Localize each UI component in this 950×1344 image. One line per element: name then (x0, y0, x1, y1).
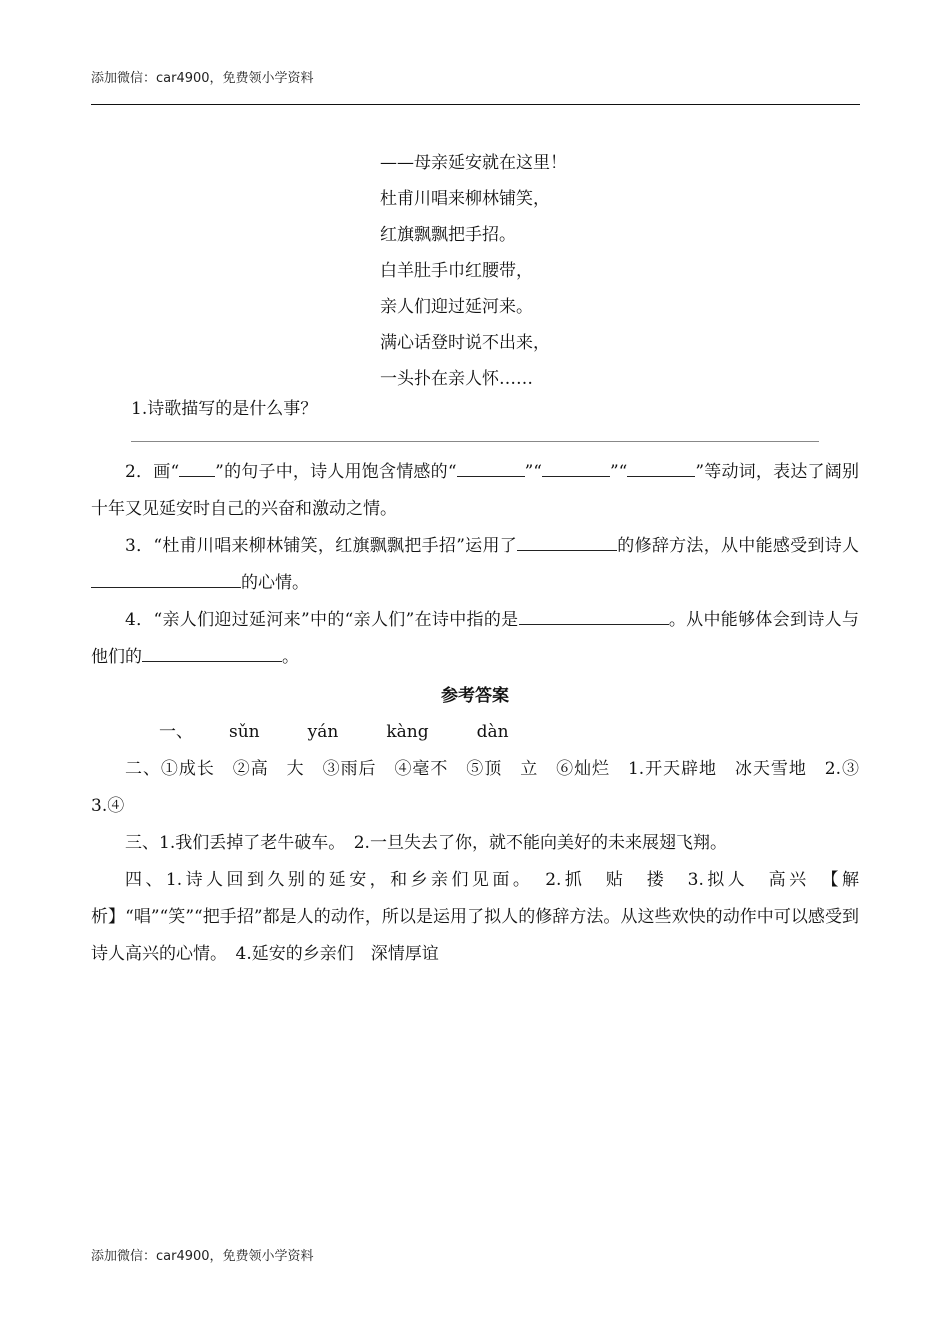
blank[interactable] (142, 643, 282, 662)
blank[interactable] (519, 606, 669, 625)
q2-text: ”“ (524, 462, 542, 482)
page-header: 添加微信：car4900，免费领小学资料 (91, 71, 314, 86)
pinyin: yán (307, 722, 339, 742)
q2-text: 2．画“ (125, 462, 180, 482)
pinyin: dàn (476, 722, 509, 742)
blank[interactable] (517, 532, 617, 551)
blank[interactable] (91, 569, 241, 588)
poem-line: 红旗飘飘把手招。 (380, 225, 516, 245)
page-footer: 添加微信：car4900，免费领小学资料 (91, 1249, 314, 1264)
answers-title: 参考答案 (441, 686, 509, 706)
q2-text: ”的句子中，诗人用饱含情感的“ (215, 462, 457, 482)
q4-text: 。从中能够体会到诗人与他们的 (91, 610, 859, 667)
question-4 (91, 602, 859, 676)
poem-line: 杜甫川唱来柳林铺笑， (380, 189, 550, 209)
q2-text: ”“ (609, 462, 628, 482)
answer-label: 一、 (159, 722, 193, 742)
q3-text: 3．“杜甫川唱来柳林铺笑，红旗飘飘把手招”运用了 (125, 536, 518, 556)
poem-line: 白羊肚手巾红腰带， (380, 261, 533, 281)
q2-text: ”等动词，表达了阔别十年又见延安时自己的兴奋和激动之情。 (91, 462, 859, 519)
blank[interactable] (542, 458, 610, 477)
poem-line: ——母亲延安就在这里！ (380, 153, 567, 173)
answer-section-1 (91, 714, 859, 751)
answer-section-3: 三、1.我们丢掉了老牛破车。 2.一旦失去了你，就不能向美好的未来展翅飞翔。 (125, 833, 727, 853)
answer-section-2: 二、①成长 ②高 大 ③雨后 ④毫不 ⑤顶 立 ⑥灿烂 1.开天辟地 冰天雪地 2.③ 3.④ (91, 759, 876, 816)
q4-text: 4．“亲人们迎过延河来”中的“亲人们”在诗中指的是 (125, 610, 519, 630)
blank[interactable] (457, 458, 525, 477)
pinyin: kàng (386, 722, 429, 742)
q4-text: 。 (282, 647, 299, 667)
question-1: 1.诗歌描写的是什么事？ (131, 399, 318, 419)
content (91, 393, 876, 973)
poem-line: 一头扑在亲人怀…… (380, 369, 533, 389)
q3-text: 的修辞方法，从中能感受到诗人 (617, 536, 859, 556)
poem (380, 145, 567, 397)
question-2 (91, 454, 859, 528)
blank[interactable] (627, 458, 695, 477)
question-3 (91, 528, 859, 602)
poem-line: 亲人们迎过延河来。 (380, 297, 533, 317)
answer-blank-line[interactable] (131, 441, 819, 442)
poem-line: 满心话登时说不出来， (380, 333, 550, 353)
answer-section-4: 四、1.诗人回到久别的延安，和乡亲们见面。 2.抓 贴 搂 3.拟人 高兴 【解析】“唱”“笑”“把手招”都是人的动作，所以是运用了拟人的修辞方法。从这些欢快的动作中可以感受到诗人高兴的心情。 4.延安的乡亲们 深情厚谊 (91, 870, 859, 964)
blank[interactable] (179, 458, 215, 477)
pinyin: sǔn (229, 722, 260, 742)
q3-text: 的心情。 (241, 573, 309, 593)
header-divider (91, 104, 860, 105)
